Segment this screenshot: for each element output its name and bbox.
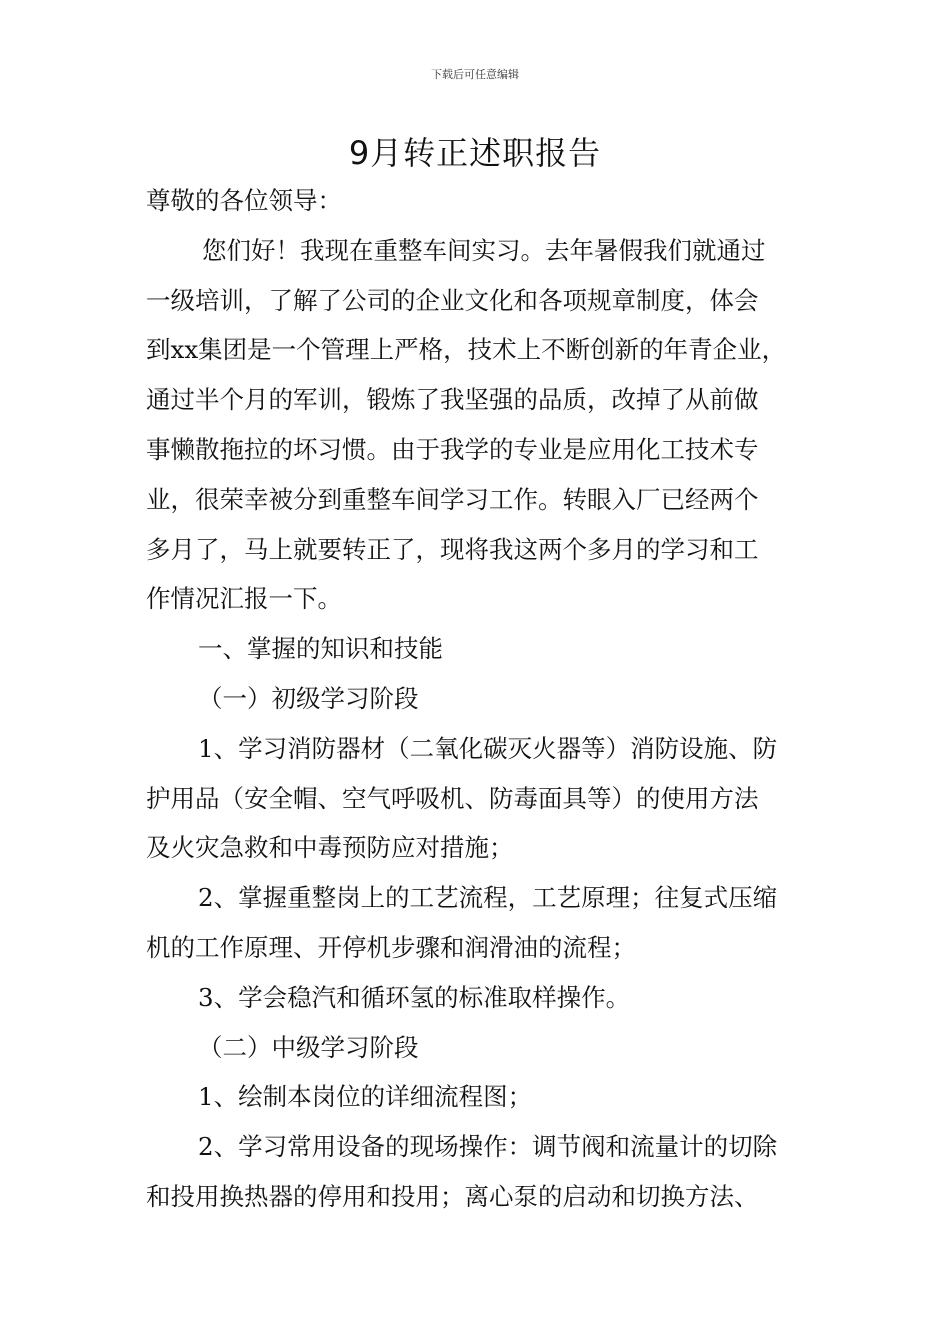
header-note: 下载后可任意编辑 [431, 68, 519, 81]
document-title: 9月转正述职报告 [348, 134, 602, 172]
paragraph-line: 多月了，马上就要转正了，现将我这两个多月的学习和工 [146, 534, 759, 564]
document-body [146, 176, 810, 1222]
paragraph-line: 到xx集团是一个管理上严格，技术上不断创新的年青企业， [146, 335, 787, 365]
paragraph-line: 一级培训，了解了公司的企业文化和各项规章制度，体会 [146, 285, 759, 315]
subsection-heading: （一）初级学习阶段 [198, 683, 419, 713]
subsection-heading: （二）中级学习阶段 [198, 1032, 419, 1062]
list-item-line: 2、掌握重整岗上的工艺流程，工艺原理；往复式压缩 [198, 883, 778, 913]
paragraph-line: 作情况汇报一下。 [146, 584, 342, 614]
list-item-line: 1、学习消防器材（二氧化碳灭火器等）消防设施、防 [198, 733, 778, 763]
list-item-line: 机的工作原理、开停机步骤和润滑油的流程； [146, 932, 636, 962]
section-heading: 一、掌握的知识和技能 [198, 634, 443, 664]
paragraph-line: 事懒散拖拉的坏习惯。由于我学的专业是应用化工技术专 [146, 434, 759, 464]
list-item-line: 护用品（安全帽、空气呼吸机、防毒面具等）的使用方法 [146, 783, 759, 813]
list-item-line: 和投用换热器的停用和投用；离心泵的启动和切换方法、 [146, 1181, 759, 1211]
list-item-line: 及火灾急救和中毒预防应对措施； [146, 833, 514, 863]
salutation: 尊敬的各位领导： [146, 186, 342, 215]
paragraph-line: 通过半个月的军训，锻炼了我坚强的品质，改掉了从前做 [146, 385, 759, 415]
list-item-line: 1、绘制本岗位的详细流程图； [198, 1082, 533, 1112]
list-item-line: 3、学会稳汽和循环氢的标准取样操作。 [198, 982, 631, 1012]
paragraph-line: 业，很荣幸被分到重整车间学习工作。转眼入厂已经两个 [146, 484, 759, 514]
list-item-line: 2、学习常用设备的现场操作：调节阀和流量计的切除 [198, 1132, 778, 1162]
paragraph-line: 您们好！我现在重整车间实习。去年暑假我们就通过 [202, 235, 766, 265]
